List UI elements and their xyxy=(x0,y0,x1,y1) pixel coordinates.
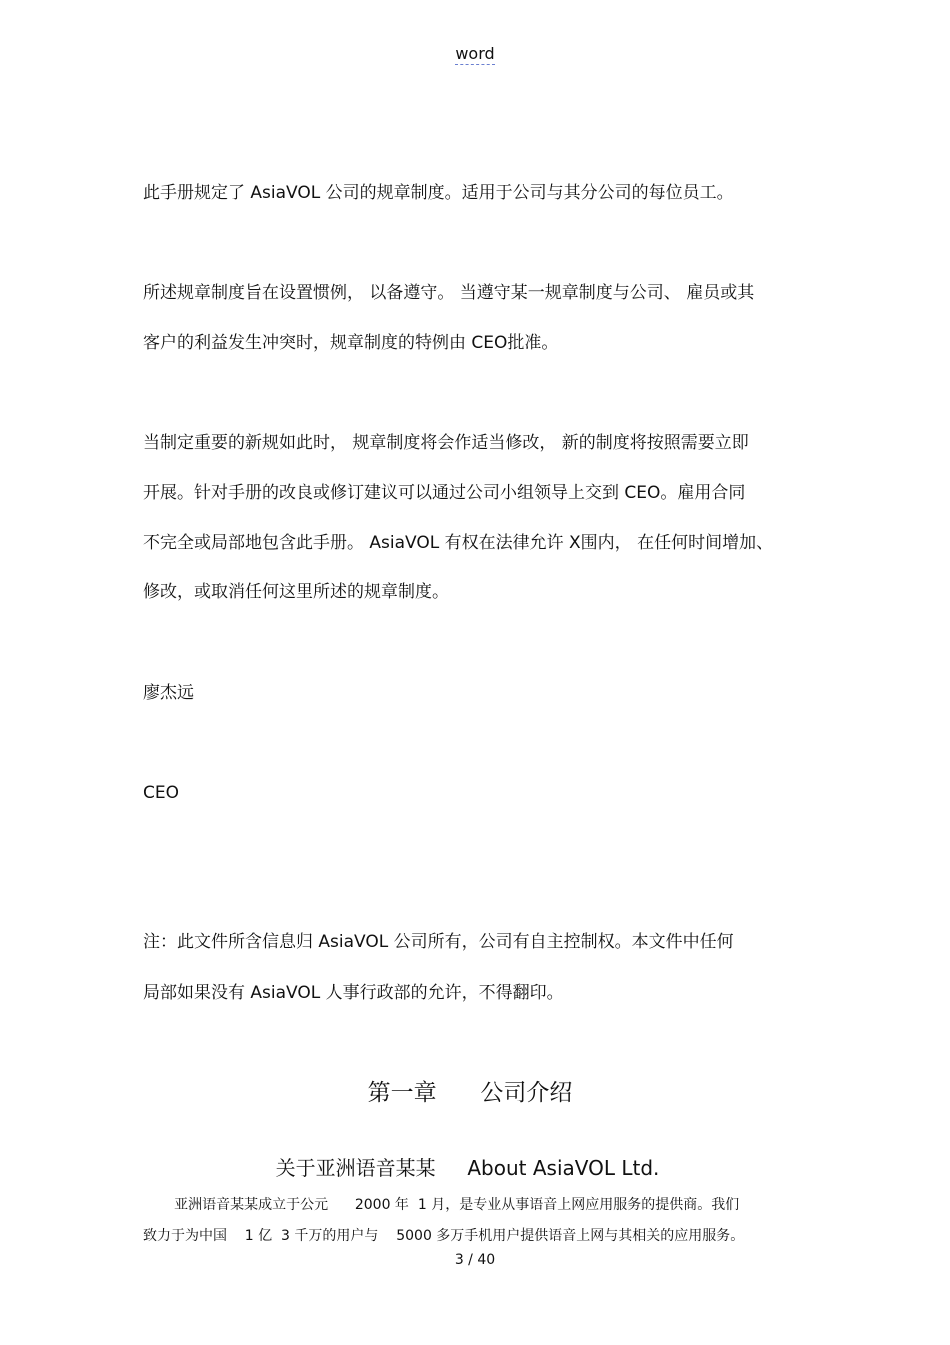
section-title: 关于亚洲语音某某 About AsiaVOL Ltd. xyxy=(275,1156,660,1180)
section-body-line: 亚洲语音某某成立于公元 2000 年 1 月，是专业从事语音上网应用服务的提供商。我们 xyxy=(143,1197,740,1213)
page-number: 3 / 40 xyxy=(454,1252,496,1268)
signature-title: CEO xyxy=(143,783,179,803)
chapter-title: 第一章 公司介绍 xyxy=(367,1080,573,1106)
amendment-paragraph-line: 修改，或取消任何这里所述的规章制度。 xyxy=(143,582,449,602)
note-line: 注：此文件所含信息归 AsiaVOL 公司所有，公司有自主控制权。本文件中任何 xyxy=(143,932,734,952)
rules-paragraph-line: 客户的利益发生冲突时，规章制度的特例由 CEO批准。 xyxy=(143,333,559,353)
page-header xyxy=(0,44,950,63)
rules-paragraph-line: 所述规章制度旨在设置惯例， 以备遵守。 当遵守某一规章制度与公司、 雇员或其 xyxy=(143,283,755,303)
section-body-line: 致力于为中国 1 亿 3 千万的用户与 5000 多万手机用户提供语音上网与其相关的应用服务。 xyxy=(143,1228,745,1244)
note-line: 局部如果没有 AsiaVOL 人事行政部的允许，不得翻印。 xyxy=(143,983,564,1003)
intro-paragraph-line: 此手册规定了 AsiaVOL 公司的规章制度。适用于公司与其分公司的每位员工。 xyxy=(143,183,734,203)
amendment-paragraph-line: 不完全或局部地包含此手册。 AsiaVOL 有权在法律允许 X围内， 在任何时间增加、 xyxy=(143,533,774,553)
header-text: word xyxy=(455,44,495,63)
signature-name: 廖杰远 xyxy=(143,683,194,703)
amendment-paragraph-line: 当制定重要的新规如此时， 规章制度将会作适当修改， 新的制度将按照需要立即 xyxy=(143,433,749,453)
amendment-paragraph-line: 开展。针对手册的改良或修订建议可以通过公司小组领导上交到 CEO。雇用合同 xyxy=(143,483,746,503)
